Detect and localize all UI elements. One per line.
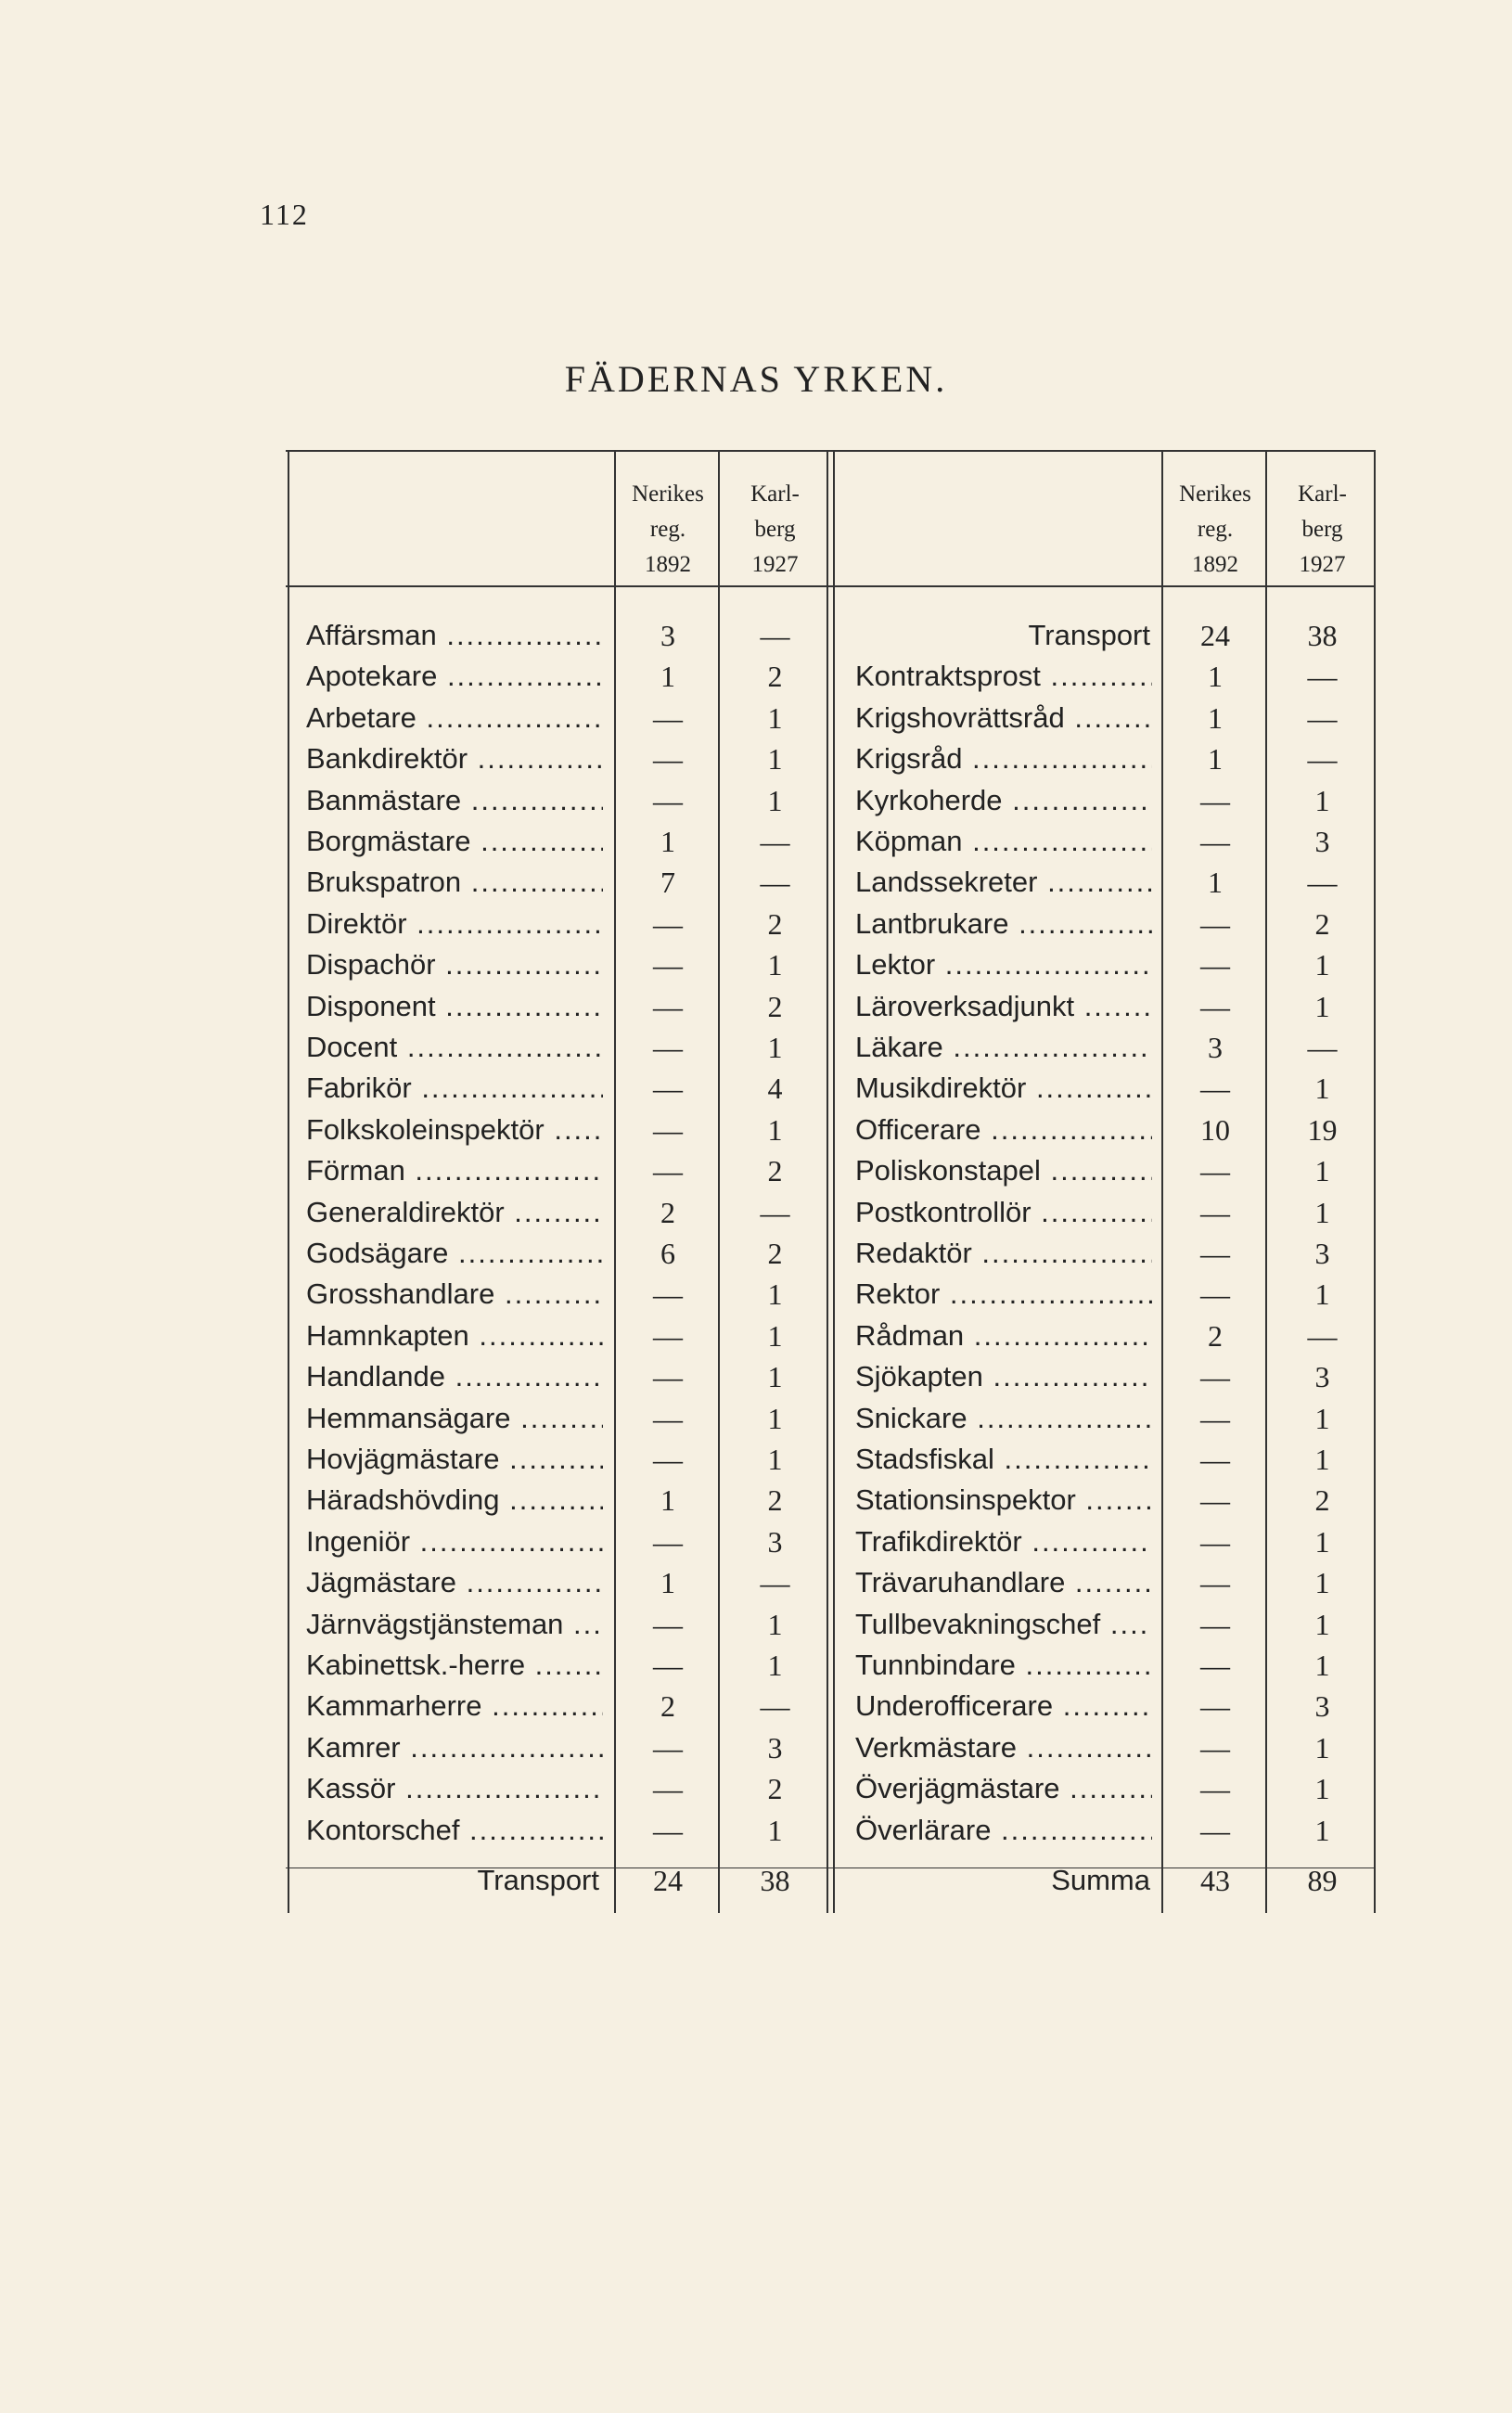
- left-row-occupation: Kabinettsk.-herre .....: [306, 1645, 603, 1686]
- left-row-nerikes-value: —: [653, 1072, 683, 1106]
- left-row-nerikes-value: —: [653, 989, 683, 1023]
- left-row-nerikes-value: 7: [660, 866, 675, 900]
- right-row-occupation: Lektor .....: [855, 944, 1152, 985]
- left-row-karlberg-value: 1: [767, 1360, 783, 1394]
- left-row-nerikes-value: —: [653, 1772, 683, 1806]
- nerikes-header: Nerikes: [1179, 481, 1251, 507]
- right-row-karlberg-value: 1: [1314, 1072, 1330, 1106]
- right-row-nerikes-value: 1: [1208, 866, 1223, 900]
- right-row-karlberg-value: —: [1307, 1031, 1338, 1064]
- right-row-nerikes-value: —: [1200, 948, 1230, 982]
- right-row-occupation: Officerare .....: [855, 1110, 1152, 1150]
- left-row-nerikes-value: 1: [660, 1566, 675, 1600]
- left-row-karlberg-value: 2: [767, 1483, 783, 1518]
- left-row-nerikes-value: 1: [660, 660, 675, 694]
- right-row-karlberg-value: 3: [1314, 825, 1330, 858]
- left-row-karlberg-value: —: [760, 1195, 790, 1229]
- right-row-karlberg-value: 1: [1314, 1154, 1330, 1188]
- right-row-nerikes-value: —: [1200, 1649, 1230, 1682]
- right-row-karlberg-value: 1: [1314, 1443, 1330, 1476]
- left-row-occupation: Grosshandlare .....: [306, 1274, 603, 1315]
- right-row-nerikes-value: —: [1200, 783, 1230, 817]
- left-row-occupation: Häradshövding .....: [306, 1480, 603, 1521]
- right-row-nerikes-value: —: [1200, 1730, 1230, 1765]
- right-row-karlberg-value: 1: [1314, 1772, 1330, 1806]
- right-transport-label: Transport: [1028, 619, 1150, 651]
- col-rule: [614, 452, 616, 1913]
- right-row-occupation: Kontraktsprost .....: [855, 656, 1152, 697]
- left-row-occupation: Hemmansägare .....: [306, 1398, 603, 1439]
- left-row-karlberg-value: 2: [767, 660, 783, 694]
- left-row-karlberg-value: —: [760, 866, 790, 900]
- nerikes-header: reg.: [1197, 517, 1234, 542]
- right-row-occupation: Musikdirektör .....: [855, 1068, 1152, 1109]
- right-row-nerikes-value: —: [1200, 1072, 1230, 1106]
- karlberg-header: berg: [1301, 517, 1343, 542]
- right-row-nerikes-value: —: [1200, 906, 1230, 941]
- right-row-nerikes-value: —: [1200, 1813, 1230, 1847]
- right-row-karlberg-value: 1: [1314, 1813, 1330, 1847]
- right-row-occupation: Krigsråd .....: [855, 738, 1152, 779]
- right-row-nerikes-value: 10: [1200, 1112, 1230, 1147]
- left-row-nerikes-value: —: [653, 742, 683, 777]
- left-row-nerikes-value: —: [653, 1277, 683, 1312]
- right-row-karlberg-value: 1: [1314, 1649, 1330, 1682]
- left-row-karlberg-value: —: [760, 1689, 790, 1724]
- right-row-nerikes-value: 2: [1208, 1318, 1223, 1353]
- right-row-karlberg-value: —: [1307, 866, 1338, 900]
- left-row-occupation: Godsägare .....: [306, 1233, 603, 1274]
- nerikes-header: Nerikes: [632, 481, 704, 507]
- right-row-occupation: Redaktör .....: [855, 1233, 1152, 1274]
- left-row-karlberg-value: —: [760, 825, 790, 858]
- right-row-karlberg-value: 1: [1314, 1277, 1330, 1312]
- left-row-occupation: Brukspatron .....: [306, 862, 603, 903]
- right-row-karlberg-value: 3: [1314, 1237, 1330, 1270]
- right-row-occupation: Poliskonstapel .....: [855, 1150, 1152, 1191]
- right-row-nerikes-value: —: [1200, 1237, 1230, 1270]
- right-row-karlberg-value: 2: [1314, 906, 1330, 941]
- left-row-occupation: Apotekare .....: [306, 656, 603, 697]
- left-row-karlberg-value: 4: [767, 1072, 783, 1106]
- left-row-nerikes-value: —: [653, 1649, 683, 1682]
- right-row-occupation: Överjägmästare .....: [855, 1768, 1152, 1809]
- left-row-occupation: Arbetare .....: [306, 698, 603, 738]
- left-row-occupation: Disponent .....: [306, 986, 603, 1027]
- right-row-nerikes-value: —: [1200, 1772, 1230, 1806]
- right-row-nerikes-value: 3: [1208, 1031, 1223, 1064]
- left-row-occupation: Kontorschef .....: [306, 1810, 603, 1851]
- right-row-occupation: Trävaruhandlare .....: [855, 1562, 1152, 1603]
- left-row-nerikes-value: —: [653, 1031, 683, 1064]
- right-row-karlberg-value: 3: [1314, 1689, 1330, 1724]
- left-row-nerikes-value: —: [653, 700, 683, 735]
- left-row-karlberg-value: 2: [767, 906, 783, 941]
- karlberg-header: 1927: [1299, 552, 1346, 577]
- summa-nerikes: 43: [1200, 1864, 1230, 1897]
- left-row-nerikes-value: —: [653, 1524, 683, 1559]
- right-row-karlberg-value: —: [1307, 1318, 1338, 1353]
- right-row-nerikes-value: 1: [1208, 660, 1223, 694]
- left-row-karlberg-value: 1: [767, 1813, 783, 1847]
- right-row-nerikes-value: —: [1200, 1689, 1230, 1724]
- right-row-karlberg-value: 2: [1314, 1483, 1330, 1518]
- left-row-nerikes-value: —: [653, 1401, 683, 1435]
- left-border: [288, 452, 289, 1913]
- summa-label: Summa: [1051, 1864, 1150, 1896]
- left-row-occupation: Kammarherre .....: [306, 1686, 603, 1726]
- right-row-nerikes-value: —: [1200, 1566, 1230, 1600]
- right-transport-karlberg: 38: [1307, 619, 1338, 652]
- right-row-karlberg-value: —: [1307, 742, 1338, 777]
- col-rule: [1161, 452, 1163, 1913]
- left-row-occupation: Förman .....: [306, 1150, 603, 1191]
- left-transport-karlberg: 38: [760, 1864, 790, 1897]
- header-rule: [286, 585, 1376, 587]
- right-row-karlberg-value: 1: [1314, 989, 1330, 1023]
- page-number: 112: [260, 198, 309, 231]
- left-row-occupation: Affärsman .....: [306, 615, 603, 656]
- left-row-nerikes-value: —: [653, 906, 683, 941]
- left-transport-label: Transport: [477, 1864, 599, 1896]
- right-row-occupation: Lantbrukare .....: [855, 904, 1152, 944]
- left-row-karlberg-value: 2: [767, 1154, 783, 1188]
- nerikes-header: 1892: [645, 552, 691, 577]
- right-row-occupation: Kyrkoherde .....: [855, 780, 1152, 821]
- left-row-karlberg-value: 1: [767, 1607, 783, 1641]
- left-row-occupation: Dispachör .....: [306, 944, 603, 985]
- left-row-nerikes-value: 3: [660, 619, 675, 652]
- right-row-karlberg-value: 1: [1314, 783, 1330, 817]
- right-row-occupation: Läroverksadjunkt .....: [855, 986, 1152, 1027]
- right-row-occupation: Köpman .....: [855, 821, 1152, 862]
- right-row-occupation: Underofficerare .....: [855, 1686, 1152, 1726]
- right-row-karlberg-value: 1: [1314, 948, 1330, 982]
- left-row-karlberg-value: 3: [767, 1524, 783, 1559]
- left-row-karlberg-value: 2: [767, 1237, 783, 1270]
- left-row-occupation: Folkskoleinspektör .....: [306, 1110, 603, 1150]
- left-row-occupation: Jägmästare .....: [306, 1562, 603, 1603]
- right-row-nerikes-value: —: [1200, 989, 1230, 1023]
- right-row-karlberg-value: 1: [1314, 1730, 1330, 1765]
- right-row-nerikes-value: —: [1200, 1524, 1230, 1559]
- right-row-occupation: Stadsfiskal .....: [855, 1439, 1152, 1480]
- right-row-occupation: Landssekreter .....: [855, 862, 1152, 903]
- right-row-occupation: Sjökapten .....: [855, 1356, 1152, 1397]
- left-row-occupation: Kamrer .....: [306, 1727, 603, 1768]
- left-row-occupation: Banmästare .....: [306, 780, 603, 821]
- right-row-karlberg-value: 1: [1314, 1401, 1330, 1435]
- right-row-nerikes-value: —: [1200, 1277, 1230, 1312]
- right-row-karlberg-value: 1: [1314, 1607, 1330, 1641]
- karlberg-header: berg: [754, 517, 796, 542]
- left-row-occupation: Kassör .....: [306, 1768, 603, 1809]
- left-row-karlberg-value: 1: [767, 1112, 783, 1147]
- left-row-nerikes-value: —: [653, 1813, 683, 1847]
- right-row-occupation: Verkmästare .....: [855, 1727, 1152, 1768]
- karlberg-header: Karl-: [1298, 481, 1347, 507]
- top-rule: [286, 450, 1376, 452]
- left-row-karlberg-value: 1: [767, 700, 783, 735]
- right-row-nerikes-value: 1: [1208, 742, 1223, 777]
- left-row-karlberg-value: —: [760, 619, 790, 652]
- left-row-nerikes-value: —: [653, 1443, 683, 1476]
- left-row-karlberg-value: 1: [767, 1031, 783, 1064]
- left-row-karlberg-value: 3: [767, 1730, 783, 1765]
- left-row-nerikes-value: —: [653, 1154, 683, 1188]
- left-row-nerikes-value: —: [653, 1730, 683, 1765]
- right-row-occupation: Stationsinspektor .....: [855, 1480, 1152, 1521]
- nerikes-header: 1892: [1192, 552, 1238, 577]
- right-row-occupation: Postkontrollör .....: [855, 1192, 1152, 1233]
- right-row-karlberg-value: —: [1307, 660, 1338, 694]
- left-row-occupation: Generaldirektör .....: [306, 1192, 603, 1233]
- right-row-nerikes-value: —: [1200, 1401, 1230, 1435]
- right-row-karlberg-value: 19: [1307, 1112, 1338, 1147]
- left-row-nerikes-value: —: [653, 1607, 683, 1641]
- right-row-karlberg-value: 3: [1314, 1360, 1330, 1394]
- right-row-occupation: Trafikdirektör .....: [855, 1521, 1152, 1562]
- right-row-occupation: Tunnbindare .....: [855, 1645, 1152, 1686]
- left-row-nerikes-value: —: [653, 1360, 683, 1394]
- left-row-karlberg-value: 1: [767, 1649, 783, 1682]
- left-row-nerikes-value: 1: [660, 1483, 675, 1518]
- left-row-nerikes-value: 2: [660, 1195, 675, 1229]
- right-row-karlberg-value: 1: [1314, 1566, 1330, 1600]
- karlberg-header: Karl-: [750, 481, 800, 507]
- right-row-occupation: Snickare .....: [855, 1398, 1152, 1439]
- right-row-nerikes-value: 1: [1208, 700, 1223, 735]
- left-row-occupation: Borgmästare .....: [306, 821, 603, 862]
- right-row-occupation: Rådman .....: [855, 1316, 1152, 1356]
- right-row-occupation: Tullbevakningschef .....: [855, 1604, 1152, 1645]
- left-row-nerikes-value: —: [653, 1318, 683, 1353]
- right-row-karlberg-value: 1: [1314, 1195, 1330, 1229]
- right-row-nerikes-value: —: [1200, 1360, 1230, 1394]
- right-row-occupation: Krigshovrättsråd .....: [855, 698, 1152, 738]
- left-row-karlberg-value: 1: [767, 1401, 783, 1435]
- left-row-karlberg-value: 1: [767, 1318, 783, 1353]
- left-row-nerikes-value: —: [653, 1112, 683, 1147]
- left-row-occupation: Järnvägstjänsteman .....: [306, 1604, 603, 1645]
- left-row-nerikes-value: —: [653, 783, 683, 817]
- left-row-karlberg-value: 1: [767, 1277, 783, 1312]
- left-row-karlberg-value: 1: [767, 948, 783, 982]
- right-row-nerikes-value: —: [1200, 1443, 1230, 1476]
- left-row-nerikes-value: 1: [660, 825, 675, 858]
- page-title: FÄDERNAS YRKEN.: [564, 358, 948, 400]
- right-row-nerikes-value: —: [1200, 825, 1230, 858]
- left-row-karlberg-value: 2: [767, 989, 783, 1023]
- left-row-karlberg-value: 1: [767, 742, 783, 777]
- summa-karlberg: 89: [1307, 1864, 1338, 1897]
- right-row-karlberg-value: —: [1307, 700, 1338, 735]
- left-row-occupation: Handlande .....: [306, 1356, 603, 1397]
- left-row-karlberg-value: 1: [767, 1443, 783, 1476]
- right-row-karlberg-value: 1: [1314, 1524, 1330, 1559]
- left-row-occupation: Hovjägmästare .....: [306, 1439, 603, 1480]
- right-row-nerikes-value: —: [1200, 1607, 1230, 1641]
- left-row-occupation: Hamnkapten .....: [306, 1316, 603, 1356]
- left-row-karlberg-value: 1: [767, 783, 783, 817]
- left-row-occupation: Fabrikör .....: [306, 1068, 603, 1109]
- left-row-occupation: Docent .....: [306, 1027, 603, 1068]
- karlberg-header: 1927: [751, 552, 799, 577]
- right-row-nerikes-value: —: [1200, 1483, 1230, 1518]
- left-row-occupation: Direktör .....: [306, 904, 603, 944]
- double-rule: [833, 452, 835, 1913]
- left-row-karlberg-value: —: [760, 1566, 790, 1600]
- right-transport-nerikes: 24: [1200, 619, 1230, 652]
- left-row-karlberg-value: 2: [767, 1772, 783, 1806]
- right-row-occupation: Läkare .....: [855, 1027, 1152, 1068]
- left-row-nerikes-value: 2: [660, 1689, 675, 1724]
- left-row-nerikes-value: —: [653, 948, 683, 982]
- right-row-nerikes-value: —: [1200, 1154, 1230, 1188]
- nerikes-header: reg.: [649, 517, 686, 542]
- left-transport-nerikes: 24: [653, 1864, 683, 1897]
- right-row-nerikes-value: —: [1200, 1195, 1230, 1229]
- left-row-nerikes-value: 6: [660, 1237, 675, 1270]
- right-row-occupation: Överlärare .....: [855, 1810, 1152, 1851]
- right-row-occupation: Rektor .....: [855, 1274, 1152, 1315]
- left-row-occupation: Ingeniör .....: [306, 1521, 603, 1562]
- left-row-occupation: Bankdirektör .....: [306, 738, 603, 779]
